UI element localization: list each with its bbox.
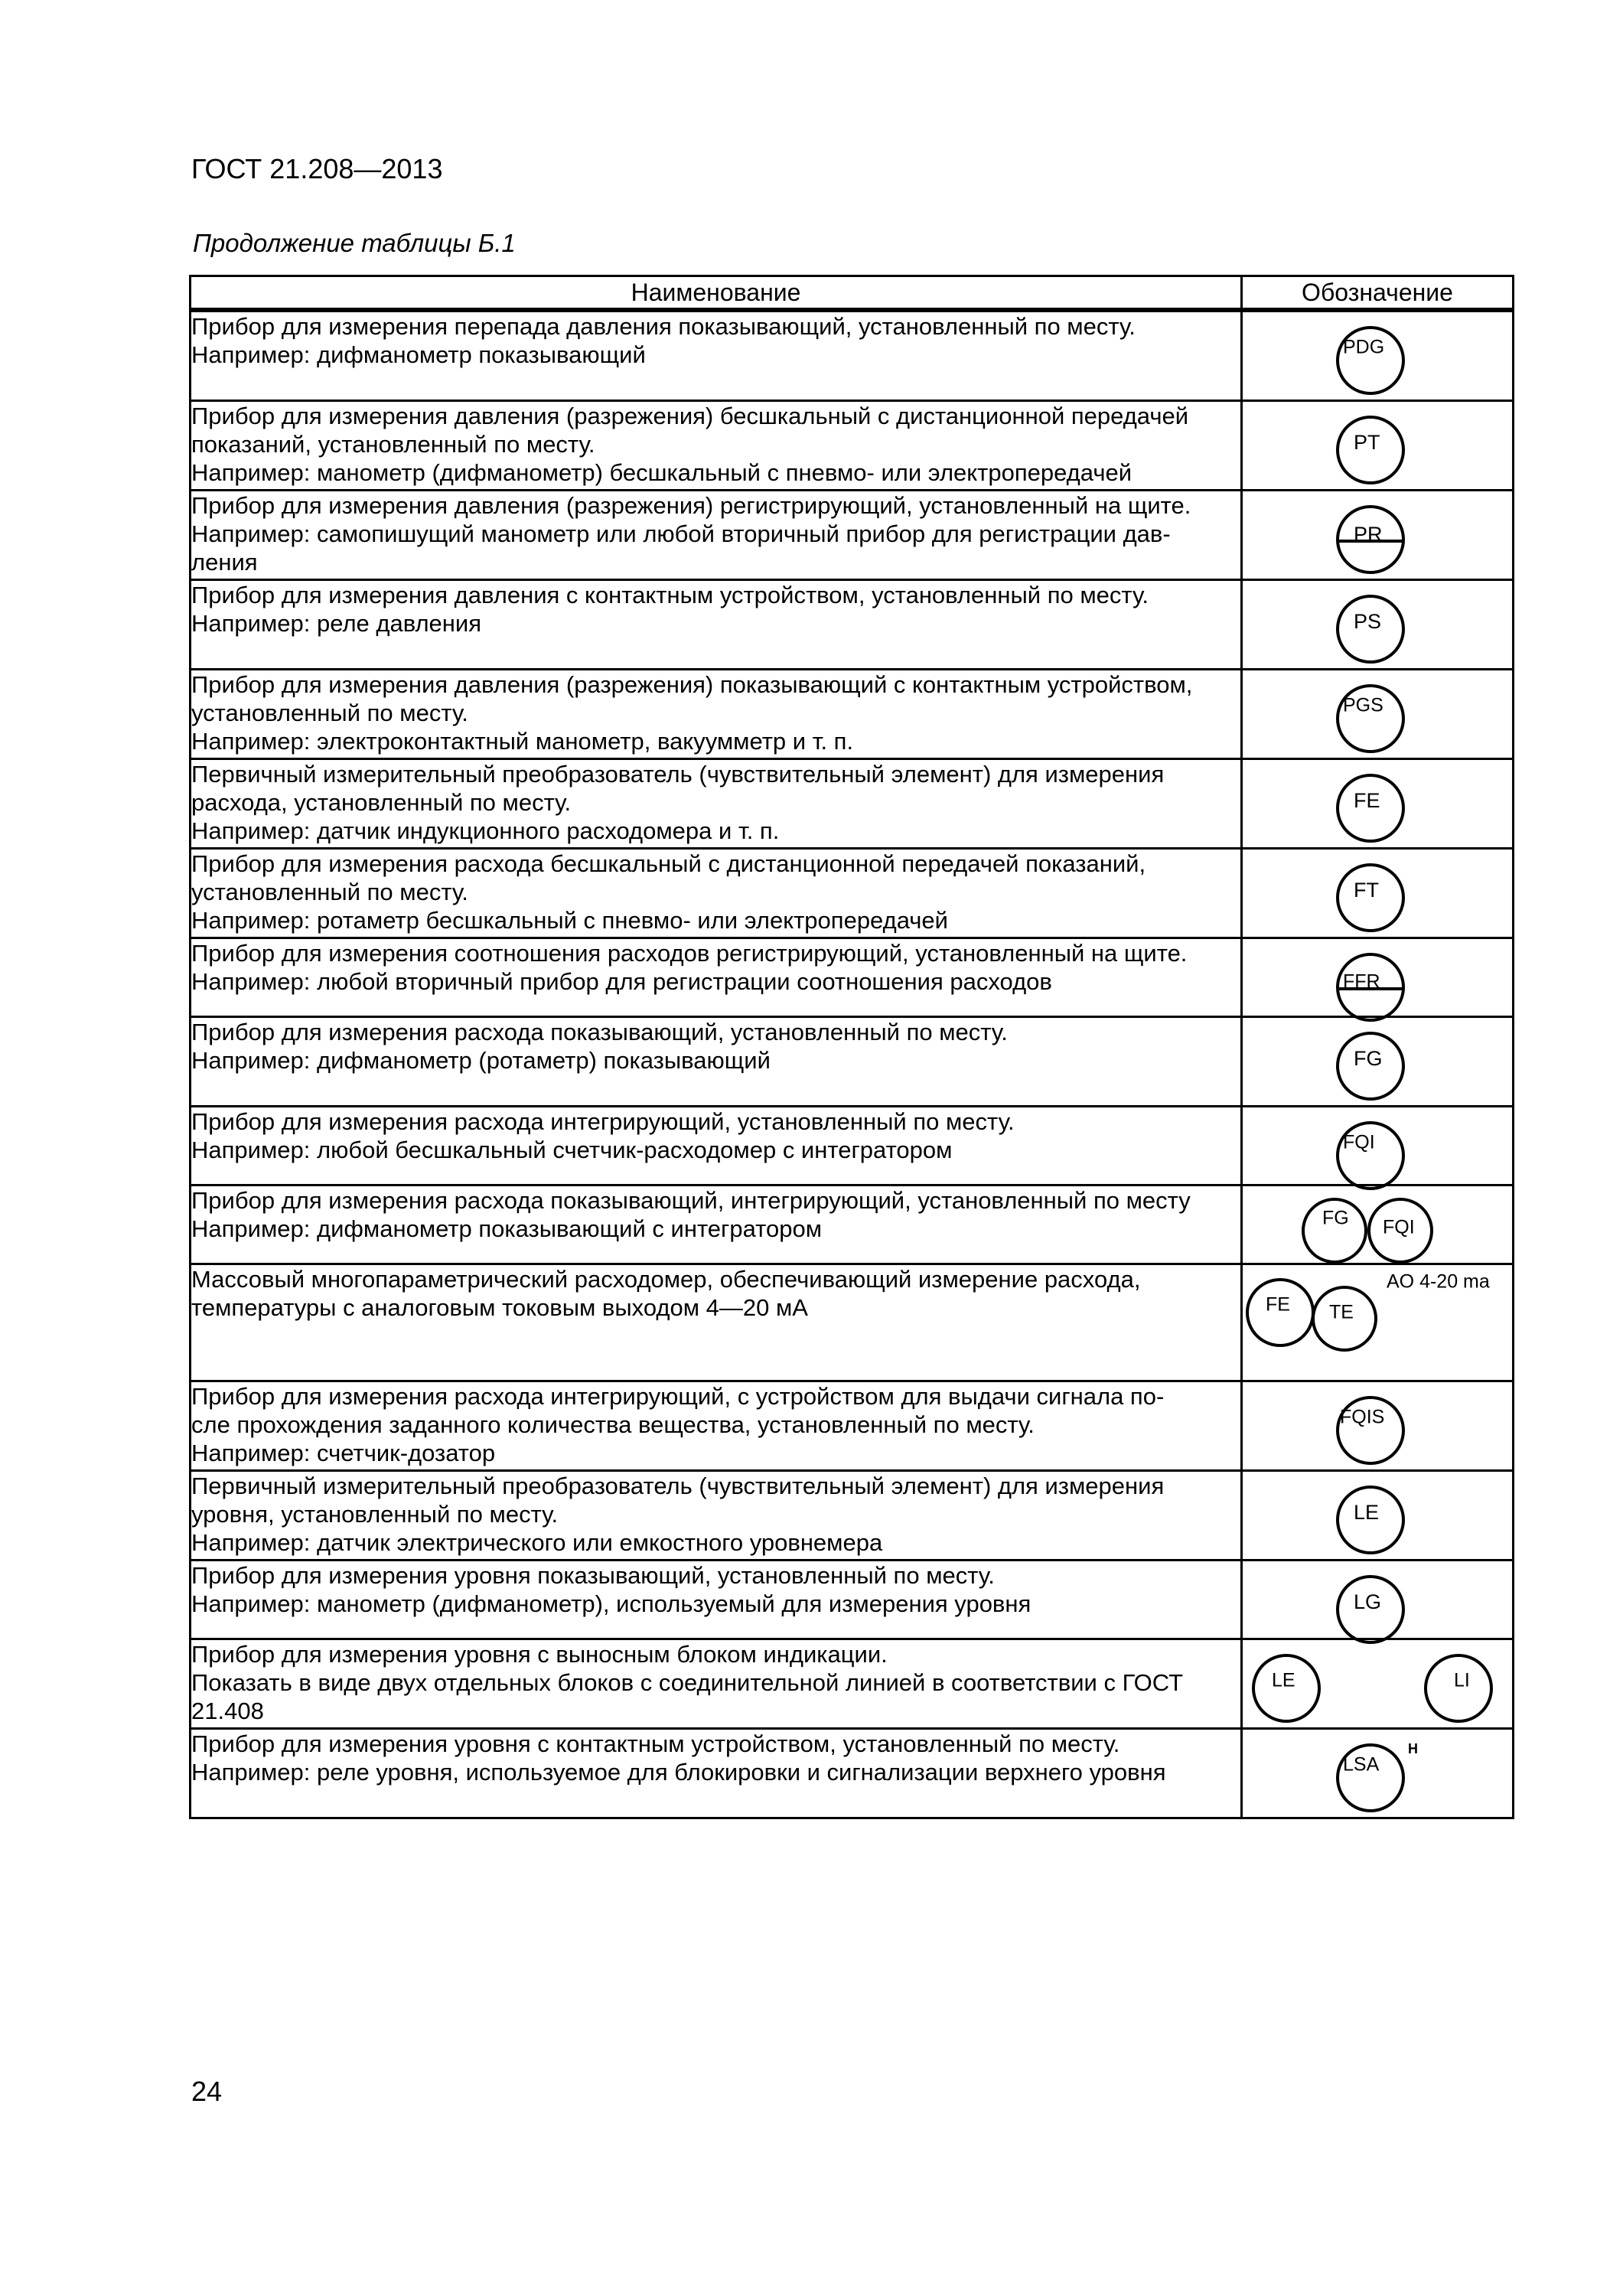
description-line: Например: дифманометр показывающий с интегратором <box>191 1215 823 1242</box>
symbol-graphic <box>1243 670 1514 758</box>
symbol-graphic <box>1243 1018 1514 1105</box>
instrument-symbol <box>1242 310 1514 401</box>
symbol-tag: FE <box>1266 1293 1290 1316</box>
instrument-symbol <box>1242 849 1514 938</box>
instrument-description <box>191 1561 1242 1639</box>
instrument-symbol <box>1242 580 1514 670</box>
table-row <box>191 849 1514 938</box>
instrument-description <box>191 1381 1242 1471</box>
table-row <box>191 1017 1514 1107</box>
symbol-graphic <box>1243 312 1514 400</box>
description-line: Прибор для измерения расхода интегрирующий, с устройством для выдачи сигнала по- <box>191 1383 1165 1410</box>
symbol-tag: FFR <box>1343 970 1380 993</box>
symbol-graphic <box>1243 1730 1514 1817</box>
description-line: Прибор для измерения расхода показывающий, установленный по месту. <box>191 1019 1008 1045</box>
table-header-row <box>191 276 1514 311</box>
description-line: Например: дифманометр показывающий <box>191 341 646 368</box>
description-line: температуры с аналоговым токовым выходом 4—20 мА <box>191 1294 808 1321</box>
symbol-tag: PGS <box>1343 694 1383 716</box>
symbol-tag: FT <box>1354 879 1379 902</box>
instrument-symbol <box>1242 1639 1514 1729</box>
table-row <box>191 759 1514 849</box>
table-row <box>191 491 1514 580</box>
description-line: Например: любой бесшкальный счетчик-расходомер с интегратором <box>191 1137 953 1163</box>
table-row <box>191 670 1514 759</box>
table-row <box>191 1471 1514 1561</box>
instrument-description <box>191 1729 1242 1818</box>
symbol-graphic <box>1243 1640 1514 1727</box>
symbol-graphic <box>1243 491 1514 579</box>
description-line: Прибор для измерения давления (разрежения) бесшкальный с дистанционной передачей <box>191 403 1189 429</box>
symbol-graphic <box>1243 850 1514 937</box>
symbol-tag: LE <box>1272 1669 1295 1691</box>
symbol-tag: PDG <box>1343 336 1385 358</box>
description-line: установленный по месту. <box>191 700 468 726</box>
instrument-description <box>191 491 1242 580</box>
description-line: Например: реле давления <box>191 610 482 637</box>
description-line: показаний, установленный по месту. <box>191 431 595 458</box>
description-line: Прибор для измерения расхода бесшкальный с дистанционной передачей показаний, <box>191 850 1146 877</box>
description-line: установленный по месту. <box>191 879 468 905</box>
instrument-circle <box>1338 865 1403 931</box>
symbol-tag: LG <box>1354 1590 1382 1614</box>
instrument-description <box>191 1471 1242 1561</box>
description-line: Например: электроконтактный манометр, вакуумметр и т. п. <box>191 728 854 755</box>
symbol-graphic <box>1243 939 1514 1016</box>
instrument-circle <box>1338 1123 1403 1189</box>
symbol-tag: LSA <box>1343 1753 1380 1776</box>
description-line: Например: манометр (дифманометр) бесшкальный с пневмо- или электропередачей <box>191 459 1133 486</box>
symbol-tag: FE <box>1354 789 1380 813</box>
instrument-circle <box>1253 1655 1319 1721</box>
instrument-description <box>191 580 1242 670</box>
column-header-name: Наименование <box>191 276 1242 311</box>
symbol-superscript: H <box>1408 1740 1418 1756</box>
symbol-graphic <box>1243 1265 1514 1380</box>
instrument-circle <box>1338 1033 1403 1099</box>
instrument-circle <box>1338 775 1403 841</box>
description-line: Прибор для измерения расхода показывающий, интегрирующий, установленный по месту <box>191 1187 1191 1214</box>
description-line: Например: датчик индукционного расходомера и т. п. <box>191 817 780 844</box>
table-caption: Продолжение таблицы Б.1 <box>193 229 516 257</box>
instrument-circle <box>1338 1487 1403 1553</box>
instrument-description <box>191 1107 1242 1186</box>
symbols-table <box>189 275 1514 1819</box>
table-row <box>191 1729 1514 1818</box>
description-line: уровня, установленный по месту. <box>191 1501 559 1528</box>
description-line: Например: любой вторичный прибор для регистрации соотношения расходов <box>191 968 1052 995</box>
description-line: Прибор для измерения уровня показывающий, установленный по месту. <box>191 1562 995 1589</box>
description-line: Прибор для измерения расхода интегрирующий, установленный по месту. <box>191 1108 1015 1135</box>
instrument-symbol <box>1242 1017 1514 1107</box>
instrument-description <box>191 1017 1242 1107</box>
instrument-circle <box>1303 1199 1366 1262</box>
description-line: 21.408 <box>191 1698 264 1724</box>
symbol-tag: FQI <box>1383 1216 1415 1238</box>
instrument-symbol <box>1242 1561 1514 1639</box>
symbol-tag: PR <box>1354 523 1383 546</box>
description-line: Прибор для измерения уровня с выносным блоком индикации. <box>191 1641 888 1668</box>
table-row <box>191 580 1514 670</box>
instrument-description <box>191 1264 1242 1381</box>
symbol-graphic <box>1243 1107 1514 1184</box>
symbol-tag: PT <box>1354 431 1380 455</box>
description-line: Например: датчик электрического или емкостного уровнемера <box>191 1529 883 1556</box>
instrument-description <box>191 759 1242 849</box>
instrument-circle <box>1338 1397 1403 1463</box>
table-row <box>191 1561 1514 1639</box>
description-line: Например: дифманометр (ротаметр) показывающий <box>191 1047 771 1074</box>
table-row <box>191 1264 1514 1381</box>
symbol-tag: PS <box>1354 610 1382 634</box>
description-line: Массовый многопараметрический расходомер, обеспечивающий измерение расхода, <box>191 1266 1141 1293</box>
description-line: Например: самопишущий манометр или любой вторичный прибор для регистрации дав- <box>191 520 1171 547</box>
description-line: Например: манометр (дифманометр), используемый для измерения уровня <box>191 1590 1031 1617</box>
instrument-description <box>191 1639 1242 1729</box>
instrument-description <box>191 670 1242 759</box>
table-row <box>191 1381 1514 1471</box>
description-line: Прибор для измерения соотношения расходов регистрирующий, установленный на щите. <box>191 940 1188 967</box>
table-row <box>191 938 1514 1017</box>
instrument-symbol <box>1242 401 1514 491</box>
instrument-circle <box>1338 596 1403 662</box>
instrument-circle <box>1313 1287 1376 1350</box>
panel-instrument-circle <box>1338 507 1403 572</box>
symbol-graphic <box>1243 1472 1514 1559</box>
instrument-symbol <box>1242 491 1514 580</box>
description-line: расхода, установленный по месту. <box>191 789 572 816</box>
signal-note: AO 4-20 ma <box>1387 1270 1490 1293</box>
instrument-circle <box>1338 417 1403 483</box>
symbol-tag: FG <box>1322 1207 1349 1229</box>
description-line: Прибор для измерения уровня с контактным устройством, установленный по месту. <box>191 1730 1120 1757</box>
instrument-symbol <box>1242 1107 1514 1186</box>
instrument-symbol <box>1242 1471 1514 1561</box>
instrument-circle <box>1369 1199 1432 1262</box>
instrument-circle <box>1338 328 1403 393</box>
symbol-tag: TE <box>1329 1301 1354 1323</box>
instrument-symbol <box>1242 938 1514 1017</box>
description-line: Первичный измерительный преобразователь (чувствительный элемент) для измерения <box>191 761 1165 788</box>
symbol-tag: FQI <box>1343 1131 1375 1153</box>
symbol-graphic <box>1243 1561 1514 1638</box>
symbol-tag: LE <box>1354 1501 1380 1525</box>
symbol-graphic <box>1243 581 1514 668</box>
instrument-symbol <box>1242 670 1514 759</box>
description-line: Прибор для измерения давления с контактным устройством, установленный по месту. <box>191 582 1149 608</box>
description-line: Прибор для измерения давления (разрежения) показывающий с контактным устройством, <box>191 671 1193 698</box>
instrument-symbol <box>1242 1186 1514 1264</box>
description-line: Первичный измерительный преобразователь (чувствительный элемент) для измерения <box>191 1473 1165 1499</box>
table-row <box>191 1186 1514 1264</box>
instrument-symbol <box>1242 1264 1514 1381</box>
instrument-circle <box>1338 1745 1403 1811</box>
instrument-circle <box>1426 1655 1491 1721</box>
instrument-description <box>191 1186 1242 1264</box>
description-line: ления <box>191 549 258 576</box>
instrument-description <box>191 938 1242 1017</box>
instrument-circle <box>1338 1577 1403 1642</box>
description-line: Например: реле уровня, используемое для блокировки и сигнализации верхнего уровня <box>191 1759 1166 1786</box>
table-row <box>191 310 1514 401</box>
description-line: Показать в виде двух отдельных блоков с соединительной линией в соответствии с ГОСТ <box>191 1669 1184 1696</box>
description-line: Прибор для измерения перепада давления показывающий, установленный по месту. <box>191 313 1136 340</box>
symbol-graphic <box>1243 1186 1514 1263</box>
instrument-description <box>191 310 1242 401</box>
instrument-symbol <box>1242 1729 1514 1818</box>
column-header-symbol: Обозначение <box>1242 276 1514 311</box>
symbol-graphic <box>1243 760 1514 847</box>
description-line: сле прохождения заданного количества вещества, установленный по месту. <box>191 1411 1035 1438</box>
symbol-graphic <box>1243 402 1514 489</box>
page-number: 24 <box>191 2076 223 2107</box>
table-row <box>191 1639 1514 1729</box>
instrument-symbol <box>1242 759 1514 849</box>
table-row <box>191 1107 1514 1186</box>
panel-instrument-circle <box>1338 954 1403 1020</box>
table-row <box>191 401 1514 491</box>
instrument-circle <box>1338 686 1403 752</box>
symbol-tag: FG <box>1354 1047 1383 1071</box>
instrument-circle <box>1247 1280 1313 1345</box>
symbol-tag: LI <box>1454 1669 1470 1691</box>
instrument-description <box>191 849 1242 938</box>
instrument-symbol <box>1242 1381 1514 1471</box>
description-line: Например: ротаметр бесшкальный с пневмо- или электропередачей <box>191 907 948 934</box>
symbol-graphic <box>1243 1382 1514 1469</box>
description-line: Прибор для измерения давления (разрежения) регистрирующий, установленный на щите. <box>191 492 1191 519</box>
instrument-description <box>191 401 1242 491</box>
symbol-tag: FQIS <box>1340 1406 1385 1428</box>
description-line: Например: счетчик-дозатор <box>191 1440 496 1466</box>
document-code: ГОСТ 21.208—2013 <box>191 153 443 184</box>
